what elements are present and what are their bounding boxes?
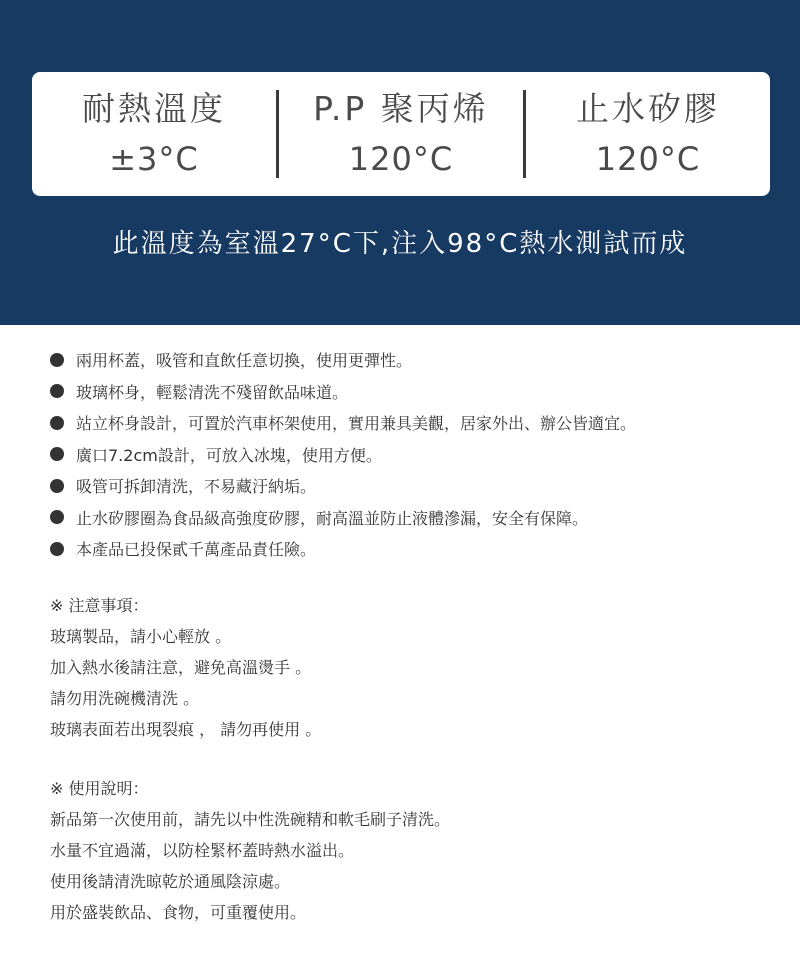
bullet-icon [50, 479, 64, 493]
feature-text: 本產品已投保貳千萬產品責任險。 [76, 540, 317, 560]
list-item [50, 502, 790, 534]
note-line: 請勿用洗碗機清洗 。 [50, 689, 200, 708]
note-line: 玻璃製品，請小心輕放 。 [50, 627, 232, 646]
list-item [50, 439, 790, 471]
usage-line: 水量不宜過滿，以防栓緊杯蓋時熱水溢出。 [50, 841, 355, 860]
list-item [50, 407, 790, 439]
feature-text: 站立杯身設計，可置於汽車杯架使用，實用兼具美觀，居家外出、辦公皆適宜。 [76, 414, 637, 434]
spec-label: 止水矽膠 [576, 89, 720, 128]
spec-value: 120°C [348, 140, 454, 178]
section-heading: ※ 注意事項： [50, 596, 149, 615]
precautions-section [50, 590, 790, 745]
bullet-icon [50, 416, 64, 430]
bullet-icon [50, 353, 64, 367]
usage-line: 使用後請清洗晾乾於通風陰涼處。 [50, 872, 291, 891]
spec-banner [0, 0, 800, 325]
feature-text: 廣口7.2cm設計，可放入冰塊，使用方便。 [76, 445, 382, 465]
usage-line: 新品第一次使用前，請先以中性洗碗精和軟毛刷子清洗。 [50, 810, 451, 829]
section-heading: ※ 使用說明： [50, 779, 149, 798]
feature-text: 玻璃杯身，輕鬆清洗不殘留飲品味道。 [76, 382, 349, 402]
bullet-icon [50, 542, 64, 556]
list-item [50, 533, 790, 565]
list-item [50, 470, 790, 502]
note-line: 加入熱水後請注意，避免高溫燙手 。 [50, 658, 312, 677]
spec-value: ±3°C [109, 140, 199, 178]
spec-card [32, 72, 770, 196]
bullet-icon [50, 447, 64, 461]
spec-heat-tolerance [32, 72, 276, 196]
spec-label: 耐熱溫度 [82, 89, 226, 128]
spec-pp [279, 72, 523, 196]
feature-list [50, 344, 790, 565]
list-item [50, 376, 790, 408]
list-item [50, 344, 790, 376]
test-condition-note: 此溫度為室溫27°C下,注入98°C熱水測試而成 [112, 229, 688, 259]
note-line: 玻璃表面若出現裂痕 ， 請勿再使用 。 [50, 720, 322, 739]
feature-text: 止水矽膠圈為食品級高強度矽膠，耐高溫並防止液體滲漏，安全有保障。 [76, 508, 589, 528]
bullet-icon [50, 384, 64, 398]
feature-text: 吸管可拆卸清洗，不易藏汙納垢。 [76, 477, 317, 497]
usage-line: 用於盛裝飲品、食物，可重覆使用。 [50, 903, 307, 922]
bullet-icon [50, 510, 64, 524]
spec-value: 120°C [595, 140, 701, 178]
spec-label: P.P 聚丙烯 [313, 89, 489, 128]
usage-section [50, 773, 790, 928]
spec-silicone [526, 72, 770, 196]
feature-text: 兩用杯蓋，吸管和直飲任意切換，使用更彈性。 [76, 351, 413, 371]
